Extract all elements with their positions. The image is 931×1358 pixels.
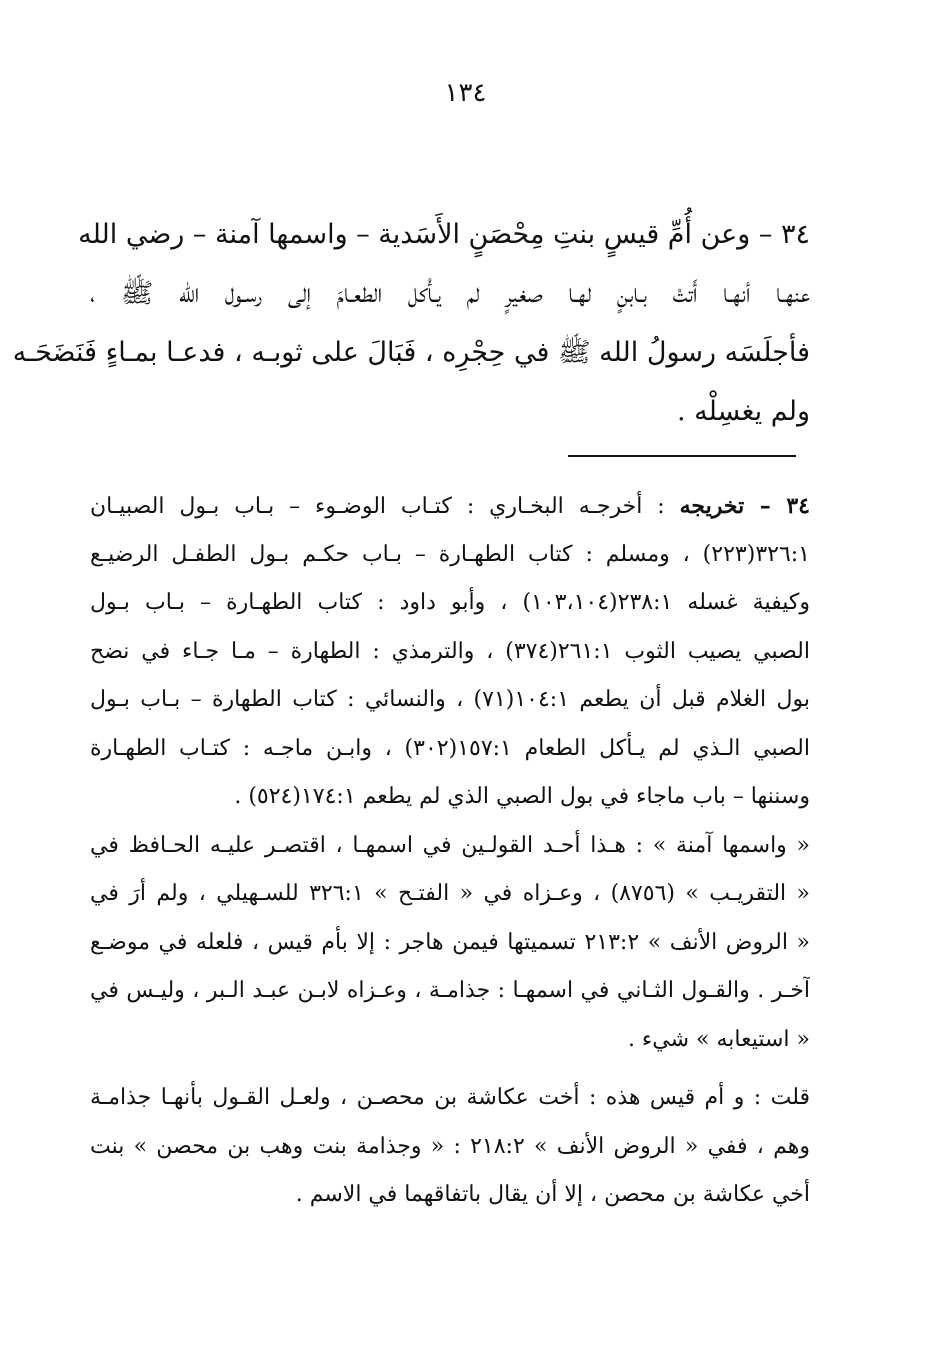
takhrij-line: الصبي يصيب الثوب ٢٦١:١(٣٧٤) ، والترمذي : الطهارة – مـا جـاء في نضح: [90, 638, 810, 664]
hadith-line: ٣٤ – وعن أُمِّ قيسٍ بنتِ مِحْصَنٍ الأَسَدية – واسمها آمنة – رضي الله: [78, 219, 810, 250]
hadith-line: عنهـا أنهـا أَتتْ بـابنٍ لهـا صغيرٍ لم يـأْكل الطعـامَ إلى رسـول الله ﷺ ،: [90, 278, 810, 309]
name-note-line: « استيعابه » شيء .: [627, 1026, 810, 1052]
page-number: ١٣٤: [444, 78, 487, 108]
paragraph-gap: [90, 1064, 810, 1074]
qultu-note-line: أخي عكاشة بن محصن ، إلا أن يقال باتفاقهما في الاسم .: [295, 1182, 810, 1207]
takhrij-line: وكيفية غسله ٢٣٨:١(١٠٣،١٠٤) ، وأبو داود : كتاب الطهـارة – بـاب بـول: [90, 590, 810, 615]
takhrij-line: الصبي الـذي لم يـأكل الطعام ١٥٧:١(٣٠٢) ، وابـن ماجـه : كتـاب الطهـارة: [90, 735, 810, 761]
takhrij-line: بول الغلام قبل أن يطعم ١٠٤:١(٧١) ، والنسائي : كتاب الطهارة – بـاب بـول: [90, 687, 810, 712]
takhrij-first-line-text: : أخرجـه البخـاري : كتـاب الوضـوء – بـاب بـول الصبيـان: [90, 494, 665, 519]
name-note-line: آخـر . والقـول الثـاني في اسمهـا : جذامـة ، وعـزاه لابـن عبـد الـبر ، وليـس في: [90, 978, 810, 1003]
footnotes: [90, 482, 810, 1220]
takhrij-line: وسننها – باب ماجاء في بول الصبي الذي لم يطعم ١٧٤:١(٥٢٤) .: [234, 784, 810, 809]
hadith-line: ولم يغسِلْه .: [676, 396, 810, 427]
name-note-line: « التقريـب » (٨٧٥٦) ، وعـزاه في « الفتـح » ٣٢٦:١ للسـهيلي ، ولم أرَ في: [90, 881, 810, 906]
takhrij-line: [90, 482, 810, 531]
takhrij-line: ٣٢٦:١(٢٢٣) ، ومسلم : كتاب الطهـارة – بـاب حكـم بـول الطفـل الرضيـع: [90, 541, 810, 567]
qultu-note-line: وهم ، ففي « الروض الأنف » ٢١٨:٢ : « وجذامة بنت وهب بن محصن » بنت: [90, 1133, 810, 1159]
hadith-text: [12, 205, 810, 441]
footnote-separator: [568, 455, 796, 457]
name-note-line: « واسمها آمنة » : هـذا أحـد القولـين في اسمهـا ، اقتصـر عليـه الحـافظ في: [90, 832, 810, 858]
name-note-line: « الروض الأنف » ٢١٣:٢ تسميتها فيمن هاجر : إلا بأم قيس ، فلعله في موضـع: [90, 929, 810, 955]
hadith-line: فأجلَسَه رسولُ الله ﷺ في حِجْرِه ، فَبَالَ على ثوبـه ، فدعـا بمـاءٍ فَنَضَحَـه: [12, 337, 810, 368]
qultu-note-line: قلت : و أم قيس هذه : أخت عكاشة بن محصـن ، ولعـل القـول بأنهـا جذامـة: [90, 1085, 810, 1110]
takhrij-label: ٣٤ – تخريجه: [679, 493, 810, 519]
